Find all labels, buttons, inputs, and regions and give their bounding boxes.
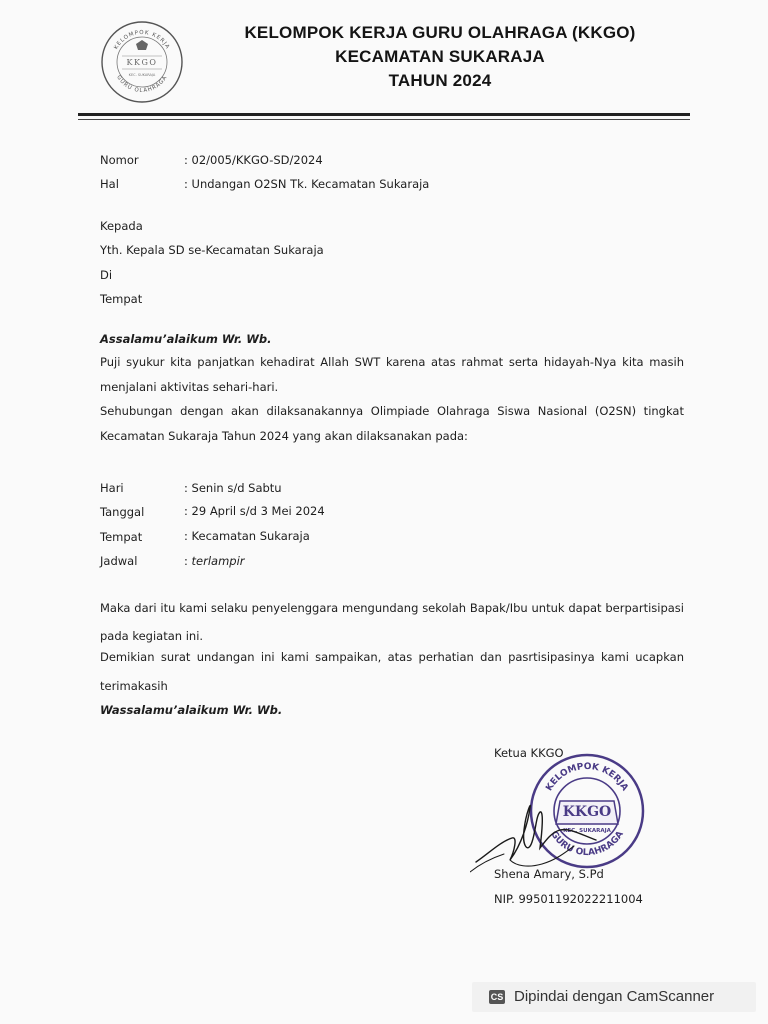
tempat-label: Tempat: [100, 292, 143, 306]
logo-emblem-icon: [136, 40, 148, 50]
header-divider-thin: [78, 119, 690, 120]
hari-value: : Senin s/d Sabtu: [184, 481, 282, 495]
tanggal-label: Tanggal: [100, 505, 145, 519]
nomor-label: Nomor: [100, 153, 139, 167]
tempat-acara-label: Tempat: [100, 530, 143, 544]
paragraph-2-line-1: Sehubungan dengan akan dilaksanakannya Olimpiade Olahraga Siswa Nasional (O2SN) tingkat: [100, 404, 684, 418]
letterhead-title: KELOMPOK KERJA GURU OLAHRAGA (KKGO): [244, 23, 636, 42]
camscanner-text: Dipindai dengan CamScanner: [514, 988, 715, 1005]
camscanner-icon: CS: [490, 992, 504, 1002]
svg-text:GURU OLAHRAGA: [115, 75, 169, 94]
logo-top-text: KELOMPOK KERJA: [113, 29, 171, 51]
signer-title: Ketua KKGO: [494, 746, 564, 760]
hari-label: Hari: [100, 481, 124, 495]
tempat-acara-value: : Kecamatan Sukaraja: [184, 529, 310, 543]
stamp-sub-text: KEC. SUKARAJA: [563, 828, 611, 834]
paragraph-1-line-2: menjalani aktivitas sehari-hari.: [100, 380, 279, 394]
kkgo-logo: [100, 20, 184, 104]
paragraph-2-line-2: Kecamatan Sukaraja Tahun 2024 yang akan dilaksanakan pada:: [100, 429, 468, 443]
stamp-top-text: KELOMPOK KERJA: [544, 761, 630, 793]
camscanner-watermark: [472, 982, 756, 1012]
logo-sub-text: KEC. SUKARAJA: [128, 73, 156, 77]
nomor-value: : 02/005/KKGO-SD/2024: [184, 153, 323, 167]
header-divider-thick: [78, 113, 690, 116]
recipient-name: Yth. Kepala SD se-Kecamatan Sukaraja: [100, 243, 324, 257]
kepada-label: Kepada: [100, 219, 143, 233]
di-label: Di: [100, 268, 113, 282]
signer-name: Shena Amary, S.Pd: [494, 867, 604, 881]
paragraph-4-line-1: Demikian surat undangan ini kami sampaikan, atas perhatian dan pasrtisipasinya kami ucapkan: [100, 650, 684, 664]
paragraph-3-line-1: Maka dari itu kami selaku penyelenggara mengundang sekolah Bapak/Ibu untuk dapat berpartisipasi: [100, 601, 684, 615]
jadwal-text: terlampir: [191, 554, 245, 568]
signer-nip: NIP. 99501192022211004: [494, 892, 643, 906]
logo-bottom-text: GURU OLAHRAGA: [115, 74, 169, 95]
stamp-bottom-text: GURU OLAHRAGA: [548, 829, 626, 859]
paragraph-4-line-2: terimakasih: [100, 679, 168, 693]
hal-value: : Undangan O2SN Tk. Kecamatan Sukaraja: [184, 177, 430, 191]
paragraph-3-line-2: pada kegiatan ini.: [100, 629, 204, 643]
letterhead-year: TAHUN 2024: [388, 71, 492, 90]
stamp-center-text: KKGO: [562, 804, 612, 820]
hal-label: Hal: [100, 177, 119, 191]
jadwal-label: Jadwal: [100, 554, 138, 568]
farewell: Wassalamu’alaikum Wr. Wb.: [100, 703, 283, 717]
tanggal-value: : 29 April s/d 3 Mei 2024: [184, 504, 325, 518]
jadwal-value: [184, 554, 245, 568]
jadwal-colon: :: [184, 554, 192, 568]
paragraph-1-line-1: Puji syukur kita panjatkan kehadirat Allah SWT karena atas rahmat serta hidayah-Nya kita masih: [100, 355, 684, 369]
greeting: Assalamu’alaikum Wr. Wb.: [100, 332, 272, 346]
logo-center-text: KKGO: [126, 58, 158, 67]
letterhead-subtitle: KECAMATAN SUKARAJA: [335, 47, 545, 66]
